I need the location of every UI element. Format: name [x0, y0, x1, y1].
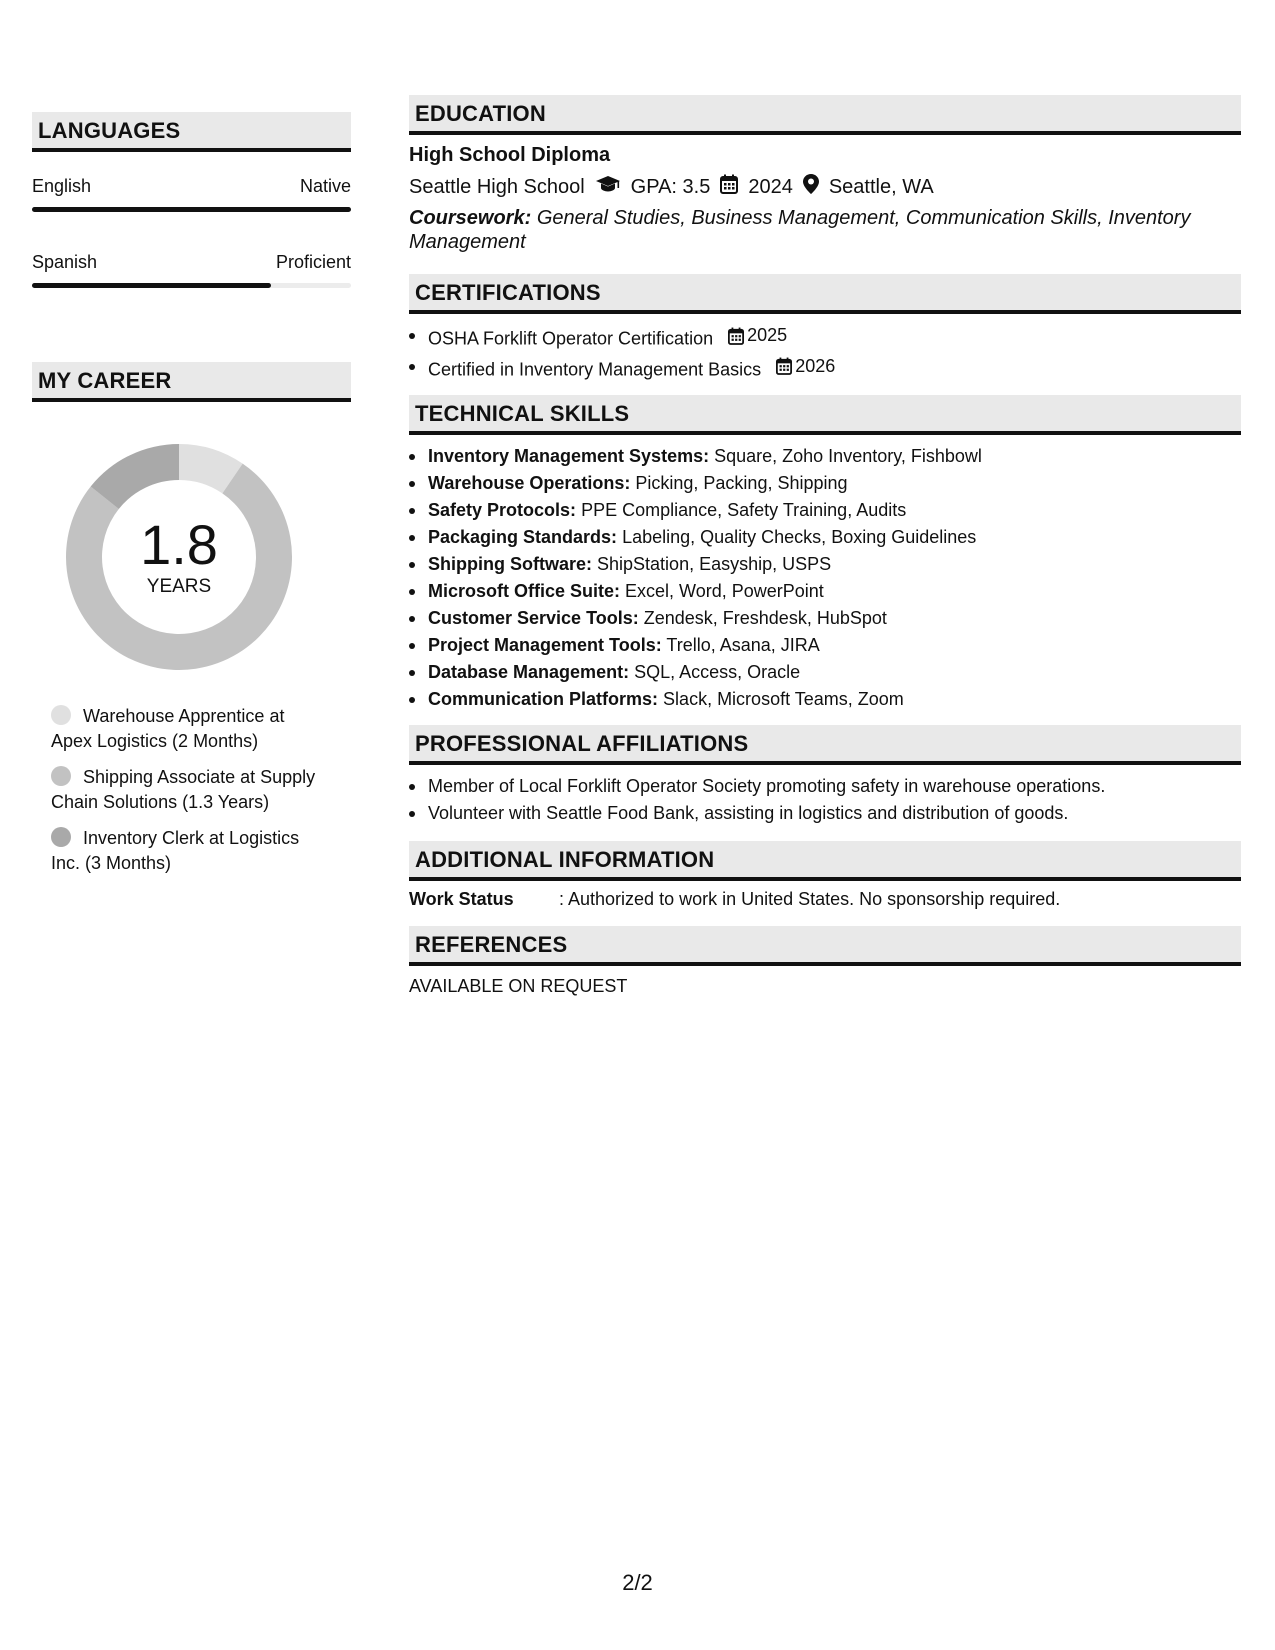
- skill-value: Trello, Asana, JIRA: [666, 635, 820, 655]
- affiliation-list: [409, 773, 1241, 827]
- career-heading: [32, 362, 351, 402]
- career-donut-chart: [66, 444, 292, 670]
- graduation-cap-icon: [595, 175, 621, 199]
- career-job-label: Inventory Clerk at Logistics Inc. (3 Months): [51, 828, 300, 873]
- language-proficiency-fill: [32, 207, 351, 212]
- career-total-value: 1.8: [140, 513, 218, 576]
- calendar-icon: [720, 174, 738, 200]
- additional-heading: [409, 841, 1241, 881]
- career-job-label: Warehouse Apprentice at Apex Logistics (2 Months): [51, 706, 285, 751]
- skill-value: SQL, Access, Oracle: [634, 662, 801, 682]
- career-job-item: [51, 826, 321, 875]
- certifications-heading: [409, 274, 1241, 314]
- affiliations-heading-text: PROFESSIONAL AFFILIATIONS: [415, 731, 749, 756]
- graduation-year: 2024: [748, 175, 793, 198]
- skill-item: [409, 578, 1241, 605]
- career-total: [66, 444, 292, 670]
- skill-label: Communication Platforms:: [428, 689, 659, 709]
- location-pin-icon: [803, 174, 819, 200]
- left-column: [32, 112, 351, 887]
- skill-label: Inventory Management Systems:: [428, 446, 710, 466]
- references-heading-text: REFERENCES: [415, 932, 568, 957]
- coursework-text: General Studies, Business Management, Communication Skills, Inventory Management: [409, 207, 1191, 253]
- skills-section: [409, 395, 1241, 713]
- work-status-value: : Authorized to work in United States. No sponsorship required.: [559, 889, 1061, 909]
- career-job-item: [51, 704, 321, 753]
- language-item-english: [32, 172, 351, 212]
- school-line: [409, 174, 1241, 200]
- skill-label: Safety Protocols:: [428, 500, 577, 520]
- skill-label: Customer Service Tools:: [428, 608, 639, 628]
- affiliation-item: Volunteer with Seattle Food Bank, assisting in logistics and distribution of goods.: [409, 800, 1241, 827]
- skills-heading-text: TECHNICAL SKILLS: [415, 401, 630, 426]
- certification-name: Certified in Inventory Management Basics: [428, 359, 762, 379]
- school-name: Seattle High School: [409, 175, 585, 198]
- references-section: [409, 926, 1241, 997]
- coursework-label: Coursework:: [409, 207, 532, 229]
- certification-item: [409, 353, 1241, 384]
- skill-item: [409, 443, 1241, 470]
- language-proficiency-fill: [32, 283, 271, 288]
- legend-dot-icon: [51, 827, 71, 847]
- certifications-heading-text: CERTIFICATIONS: [415, 280, 601, 305]
- affiliation-item: Member of Local Forklift Operator Society promoting safety in warehouse operations.: [409, 773, 1241, 800]
- certification-name: OSHA Forklift Operator Certification: [428, 328, 714, 349]
- references-text: AVAILABLE ON REQUEST: [409, 976, 628, 996]
- skill-value: Zendesk, Freshdesk, HubSpot: [643, 608, 887, 628]
- skill-value: Square, Zoho Inventory, Fishbowl: [714, 446, 982, 466]
- languages-heading-text: LANGUAGES: [38, 118, 181, 143]
- certification-year: 2026: [795, 355, 836, 376]
- skill-label: Database Management:: [428, 662, 630, 682]
- skill-item: [409, 605, 1241, 632]
- additional-section: [409, 841, 1241, 910]
- coursework: [409, 206, 1241, 254]
- language-name: English: [32, 176, 92, 196]
- career-job-list: [51, 704, 321, 875]
- skill-item: [409, 686, 1241, 713]
- language-list: [32, 172, 351, 288]
- language-proficiency-bar: [32, 283, 351, 288]
- degree-title: High School Diploma: [409, 144, 611, 166]
- language-proficiency-bar: [32, 207, 351, 212]
- skill-item: [409, 632, 1241, 659]
- certification-list: [409, 322, 1241, 383]
- work-status-label: Work Status: [409, 889, 514, 909]
- skill-label: Project Management Tools:: [428, 635, 662, 655]
- skill-item: [409, 659, 1241, 686]
- certification-item: [409, 322, 1241, 353]
- calendar-icon: [776, 357, 792, 375]
- career-job-label: Shipping Associate at Supply Chain Solutions (1.3 Years): [51, 767, 316, 812]
- education-heading-text: EDUCATION: [415, 101, 546, 126]
- skill-value: Excel, Word, PowerPoint: [625, 581, 824, 601]
- skill-item: [409, 497, 1241, 524]
- right-column: [409, 95, 1241, 997]
- career-job-item: [51, 765, 321, 814]
- gpa: GPA: 3.5: [630, 175, 711, 198]
- languages-heading: [32, 112, 351, 152]
- skill-value: PPE Compliance, Safety Training, Audits: [581, 500, 907, 520]
- skill-value: ShipStation, Easyship, USPS: [597, 554, 832, 574]
- school-location: Seattle, WA: [828, 175, 934, 198]
- legend-dot-icon: [51, 705, 71, 725]
- certifications-section: [409, 274, 1241, 383]
- skill-item: [409, 470, 1241, 497]
- calendar-icon: [728, 327, 744, 345]
- career-total-unit: YEARS: [146, 576, 212, 597]
- work-status-row: [409, 889, 1241, 910]
- language-level: Proficient: [275, 252, 351, 272]
- career-heading-text: MY CAREER: [38, 368, 172, 393]
- references-heading: [409, 926, 1241, 966]
- education-heading: [409, 95, 1241, 135]
- language-name: Spanish: [32, 252, 98, 272]
- affiliations-heading: [409, 725, 1241, 765]
- skills-heading: [409, 395, 1241, 435]
- skill-item: [409, 551, 1241, 578]
- certification-year: 2025: [747, 325, 788, 345]
- skill-value: Slack, Microsoft Teams, Zoom: [663, 689, 904, 709]
- page-number: 2/2: [622, 1570, 653, 1595]
- skill-label: Packaging Standards:: [428, 527, 618, 547]
- legend-dot-icon: [51, 766, 71, 786]
- skill-label: Shipping Software:: [428, 554, 592, 574]
- skill-value: Picking, Packing, Shipping: [635, 473, 848, 493]
- additional-heading-text: ADDITIONAL INFORMATION: [415, 847, 715, 872]
- education-section: [409, 95, 1241, 254]
- skill-value: Labeling, Quality Checks, Boxing Guidelines: [622, 527, 977, 547]
- affiliations-section: [409, 725, 1241, 827]
- language-item-spanish: [32, 248, 351, 288]
- skill-label: Microsoft Office Suite:: [428, 581, 621, 601]
- skill-list: [409, 443, 1241, 713]
- language-level: Native: [299, 176, 351, 196]
- skill-item: [409, 524, 1241, 551]
- skill-label: Warehouse Operations:: [428, 473, 631, 493]
